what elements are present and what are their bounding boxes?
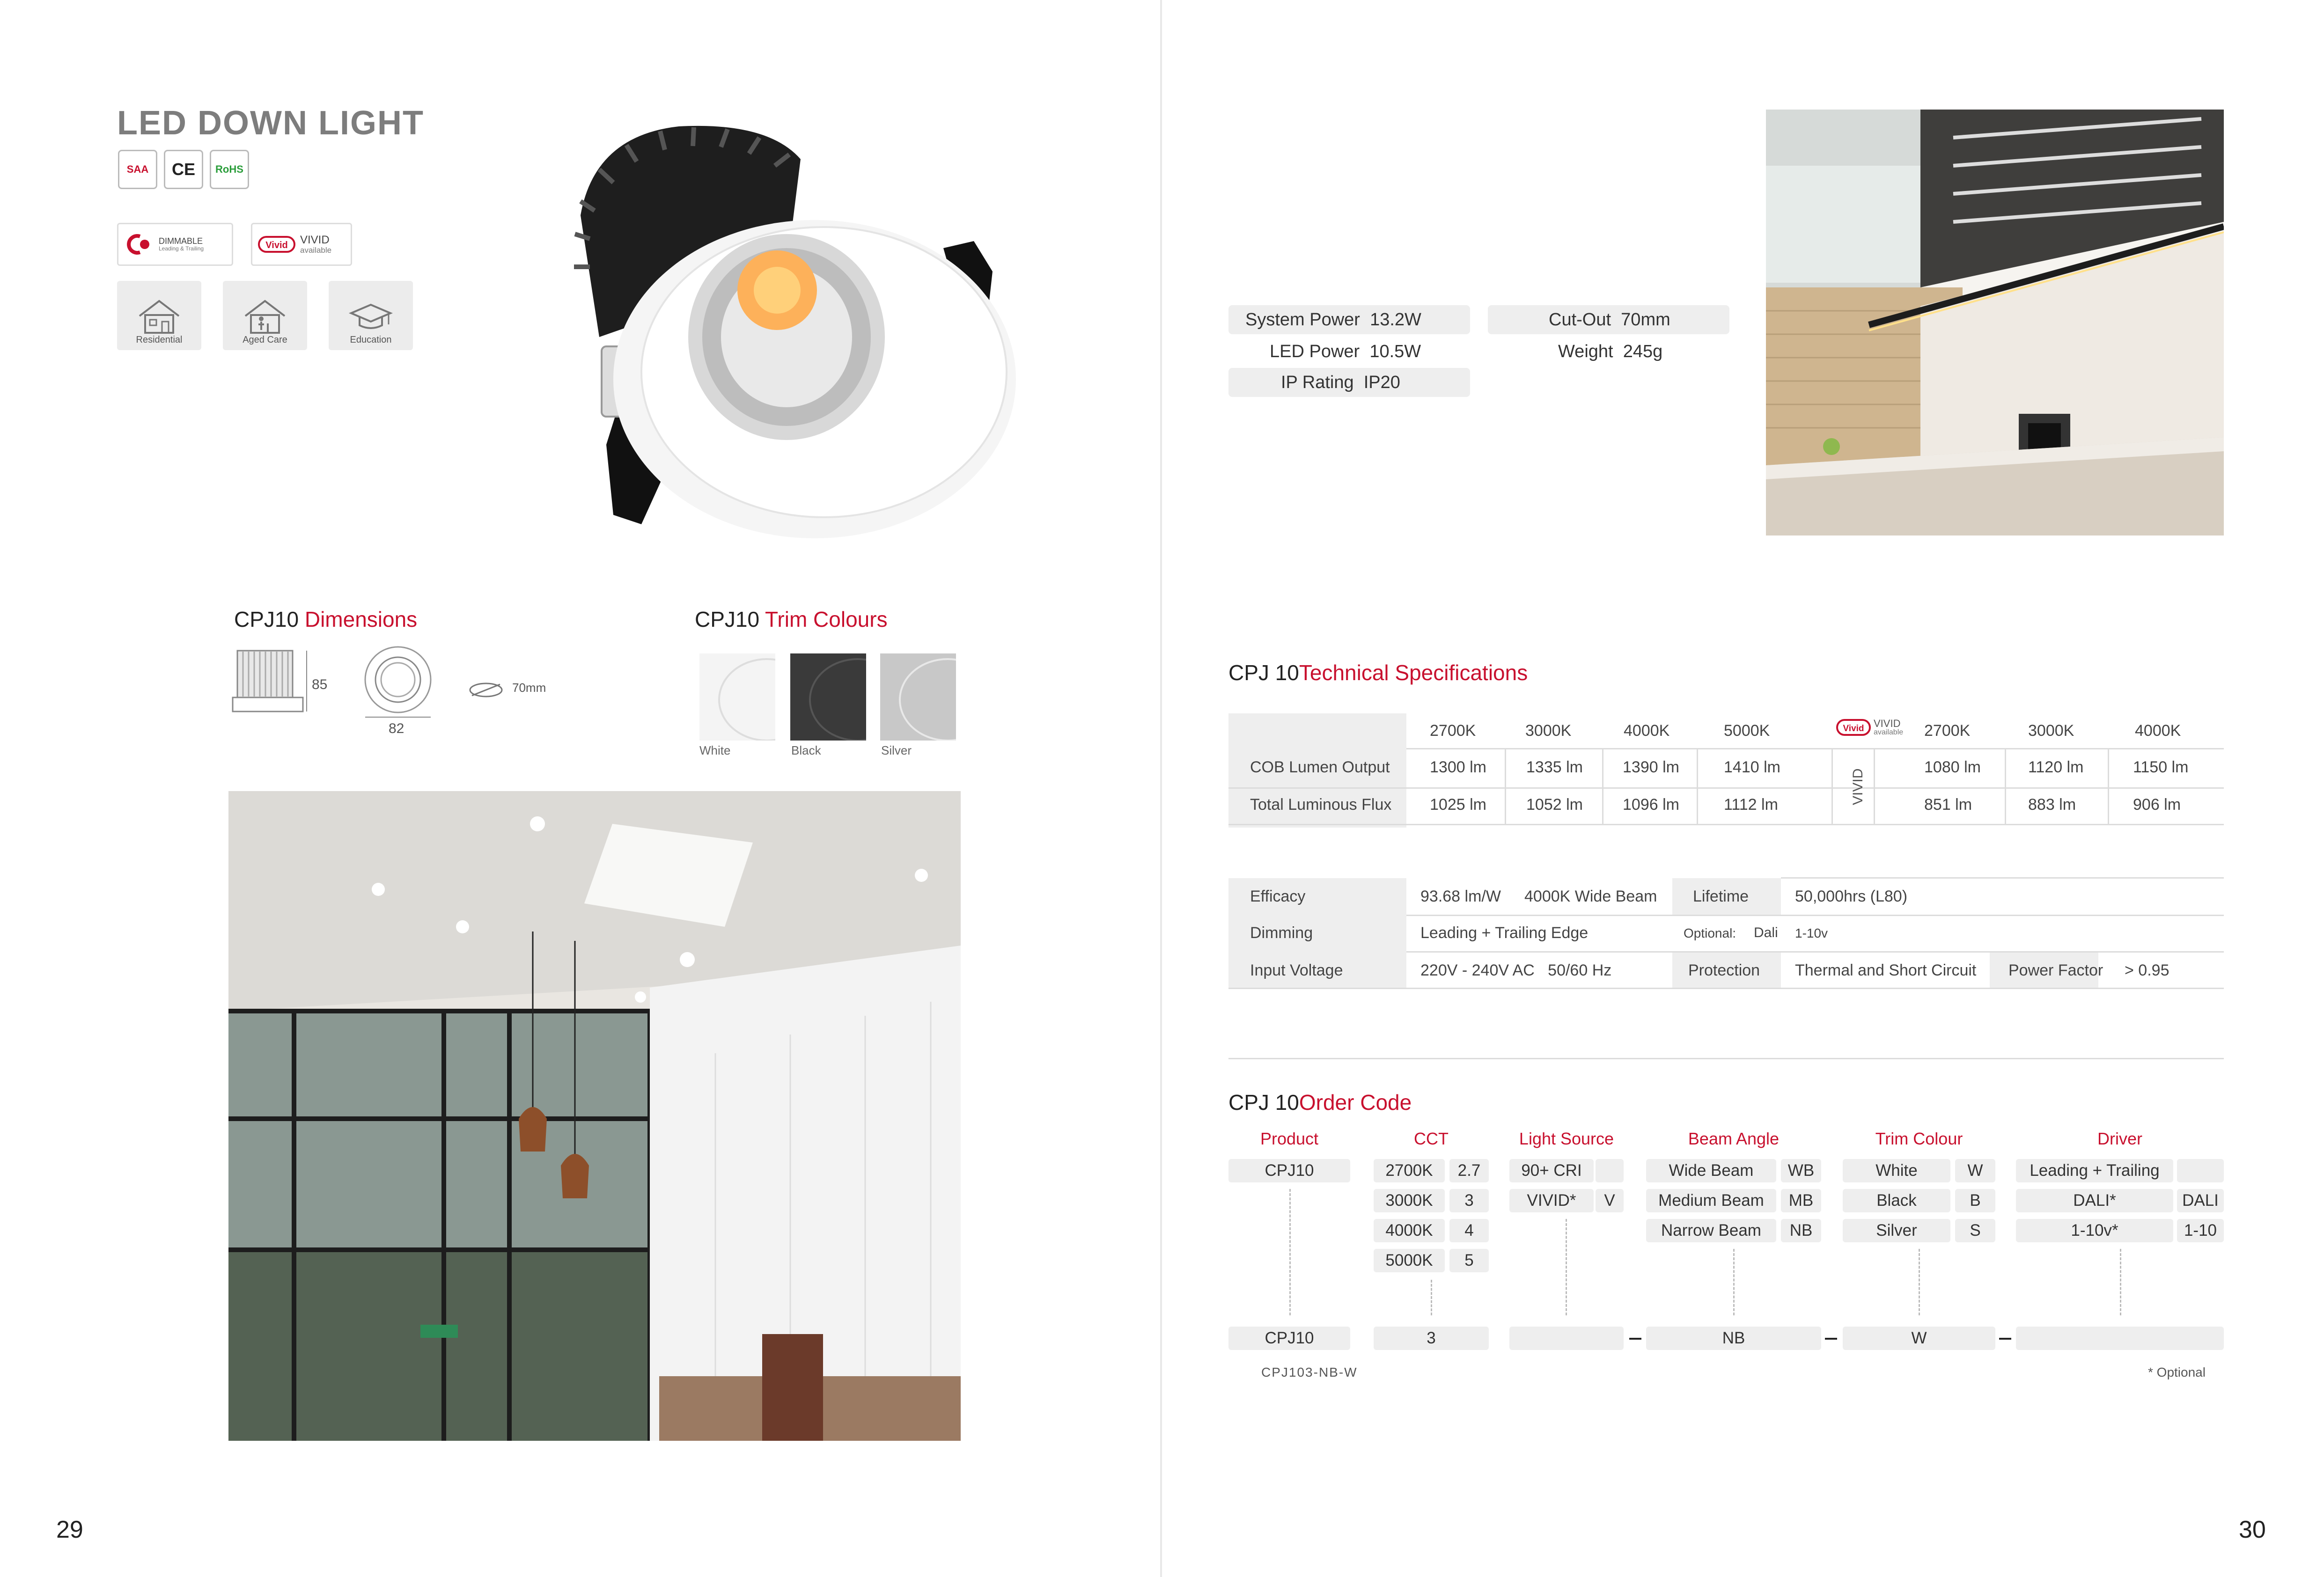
vivid-icon [1836,718,1871,737]
example-product: CPJ10 [1228,1327,1350,1350]
order-cct-5000: 5000K [1374,1249,1445,1272]
application-education [329,281,413,350]
cob-vivid-4000: 1150 lm [2133,758,2189,776]
order-light-vivid-code: V [1596,1189,1624,1212]
vivid-badge-label: VIVID [1874,718,1901,729]
vivid-icon [258,234,295,255]
vivid-badge-header [1836,718,1903,737]
order-header-cct: CCT [1414,1129,1449,1148]
connector-driver [2120,1249,2121,1315]
aged-care-label: Aged Care [243,335,287,345]
cct-header-4000: 4000K [1624,722,1670,740]
trim-label-black: Black [791,743,821,757]
led-power-value: 10.5W [1369,341,1421,361]
vivid-badge [251,223,352,266]
ce-icon: CE [164,150,203,189]
trim-label-white: White [699,743,731,757]
order-trim-black-code: B [1955,1189,1995,1212]
connector-light [1566,1219,1567,1315]
ip-rating-pill: IP Rating IP20 [1228,368,1470,397]
order-cct-3000-code: 3 [1449,1189,1489,1212]
order-beam-wide: Wide Beam [1646,1159,1776,1182]
efficacy-label: Efficacy [1250,888,1306,905]
protection-value: Thermal and Short Circuit [1795,961,1977,979]
education-label: Education [350,335,392,345]
cob-vivid-3000: 1120 lm [2028,758,2084,776]
order-driver-1-10v-code: 1-10 [2177,1219,2224,1242]
vivid-sub: available [300,245,332,255]
svg-text:Vivid: Vivid [1843,724,1864,733]
order-driver-leading: Leading + Trailing [2016,1159,2173,1182]
lifetime-value: 50,000hrs (L80) [1795,888,1908,905]
order-trim-silver-code: S [1955,1219,1995,1242]
application-aged-care [223,281,307,350]
optional-note: * Optional [2148,1365,2206,1379]
right-page [1162,0,2324,1577]
input-voltage-label: Input Voltage [1250,961,1343,979]
order-trim-white-code: W [1955,1159,1995,1182]
flux-vivid-2700: 851 lm [1924,796,1972,814]
dimmable-label: DIMMABLE [159,236,203,246]
example-beam: NB [1646,1327,1821,1350]
height-dimension: 85 [312,677,328,692]
optional-dali: Dali [1754,925,1778,940]
cob-2700: 1300 lm [1430,758,1486,776]
order-driver-leading-code [2177,1159,2224,1182]
order-header-trim: Trim Colour [1875,1129,1963,1148]
protection-label: Protection [1688,961,1760,979]
connector-product [1289,1189,1291,1315]
cutout-icon [468,680,504,700]
vivid-header-2700: 2700K [1924,722,1971,740]
diameter-dimension: 82 [389,721,404,736]
cob-3000: 1335 lm [1526,758,1583,776]
cct-header-2700: 2700K [1430,722,1476,740]
example-separator-2 [1825,1338,1837,1340]
connector-trim [1919,1249,1920,1315]
dimmable-icon [124,233,154,256]
tech-row-line [1228,787,2224,789]
order-beam-wide-code: WB [1781,1159,1821,1182]
tech-bottom-line [1228,824,2224,825]
example-trim: W [1843,1327,1995,1350]
connector-beam [1733,1249,1735,1315]
spec-line-top [1781,877,2224,879]
tech-vline-2 [1602,748,1603,824]
power-factor-label: Power Factor [2008,961,2103,979]
row-label-cob: COB Lumen Output [1250,758,1390,776]
order-cct-2700-code: 2.7 [1449,1159,1489,1182]
order-light-vivid: VIVID* [1509,1189,1594,1212]
spec-line-3 [1228,988,2224,989]
example-code: CPJ103-NB-W [1261,1365,1358,1379]
order-cct-5000-code: 5 [1449,1249,1489,1272]
order-header-product: Product [1260,1129,1319,1148]
page-number-left: 29 [56,1516,83,1543]
flux-5000: 1112 lm [1724,796,1778,814]
cob-vivid-2700: 1080 lm [1924,758,1981,776]
dimmable-sub: Leading & Trailing [159,245,204,252]
vivid-header-4000: 4000K [2135,722,2181,740]
order-header-light-source: Light Source [1519,1129,1614,1148]
order-trim-black: Black [1843,1189,1950,1212]
example-separator-3 [1999,1338,2011,1340]
certification-row [118,150,249,189]
input-voltage-value: 220V - 240V AC 50/60 Hz [1420,961,1612,979]
vivid-vertical-label: VIVID [1850,768,1866,805]
connector-cct [1431,1280,1432,1315]
flux-3000: 1052 lm [1526,796,1583,814]
order-separator [1228,1058,2224,1059]
optional-1-10v: 1-10v [1795,926,1828,940]
dimensions-heading: CPJ10 Dimensions [234,607,418,631]
application-residential [117,281,201,350]
aged-care-icon [242,297,288,335]
ip-rating-value: IP20 [1363,372,1400,392]
kitchen-photo [1766,110,2224,535]
order-cct-3000: 3000K [1374,1189,1445,1212]
order-light-cri: 90+ CRI [1509,1159,1594,1182]
system-power-pill: System Power 13.2W [1228,305,1470,334]
example-separator-1 [1629,1338,1641,1340]
order-trim-white: White [1843,1159,1950,1182]
house-icon [136,297,183,335]
trim-swatch-black [790,653,866,741]
order-driver-dali-code: DALI [2177,1189,2224,1212]
power-factor-value: > 0.95 [2125,961,2170,979]
vivid-label: VIVID [300,234,330,247]
weight-value: 245g [1623,341,1663,361]
order-driver-dali: DALI* [2016,1189,2173,1212]
example-driver [2016,1327,2224,1350]
system-power-value: 13.2W [1370,309,1421,330]
saa-icon: SAA [118,150,157,189]
residential-label: Residential [136,335,183,345]
spec-line-2 [1406,951,2224,953]
tech-vline-4 [1831,748,1833,824]
side-profile-drawing [232,646,311,726]
order-beam-medium: Medium Beam [1646,1189,1776,1212]
left-page [0,0,1160,1577]
svg-text:Vivid: Vivid [265,240,288,250]
tech-vline-3 [1697,748,1698,824]
order-beam-narrow: Narrow Beam [1646,1219,1776,1242]
rohs-icon: RoHS [210,150,249,189]
application-row [117,281,413,350]
order-beam-medium-code: MB [1781,1189,1821,1212]
efficacy-value: 93.68 lm/W [1420,888,1501,905]
spec-line-1 [1406,915,2224,916]
interior-photo [228,791,961,1441]
cutout-pill: Cut-Out 70mm [1488,305,1729,334]
page-number-right: 30 [2239,1516,2266,1543]
order-cct-2700: 2700K [1374,1159,1445,1182]
order-cct-4000-code: 4 [1449,1219,1489,1242]
dimmable-badge [117,223,233,266]
weight-row: Weight 245g [1558,341,1663,361]
trim-colours-heading: CPJ10 Trim Colours [695,607,888,631]
order-cct-4000: 4000K [1374,1219,1445,1242]
trim-swatch-silver [880,653,956,741]
order-light-cri-code [1596,1159,1624,1182]
trim-swatch-white [699,653,775,741]
order-trim-silver: Silver [1843,1219,1950,1242]
cutout-dimension: 70mm [512,681,546,695]
cct-header-5000: 5000K [1724,722,1770,740]
cob-5000: 1410 lm [1724,758,1780,776]
order-driver-1-10v: 1-10v* [2016,1219,2173,1242]
cob-4000: 1390 lm [1623,758,1679,776]
tech-vline-1 [1505,748,1506,824]
flux-vivid-3000: 883 lm [2028,796,2076,814]
order-code-heading: CPJ 10Order Code [1228,1090,1412,1115]
flux-4000: 1096 lm [1623,796,1679,814]
example-cct: 3 [1374,1327,1489,1350]
tech-vline-7 [2108,748,2109,824]
graduation-cap-icon [347,297,394,335]
tech-vline-6 [2005,748,2006,824]
order-product: CPJ10 [1228,1159,1350,1182]
row-label-flux: Total Luminous Flux [1250,796,1392,814]
example-light [1509,1327,1624,1350]
order-header-driver: Driver [2097,1129,2142,1148]
tech-header-line [1406,748,2224,749]
lifetime-label: Lifetime [1693,888,1749,905]
tech-vline-5 [1874,748,1875,824]
dimming-value: Leading + Trailing Edge [1420,924,1589,942]
vivid-header-3000: 3000K [2028,722,2074,740]
flux-vivid-4000: 906 lm [2133,796,2181,814]
front-profile-drawing [360,646,435,721]
efficacy-note: 4000K Wide Beam [1524,888,1657,905]
order-header-beam: Beam Angle [1688,1129,1780,1148]
order-beam-narrow-code: NB [1781,1219,1821,1242]
cutout-value: 70mm [1621,309,1670,330]
dimming-label: Dimming [1250,924,1313,942]
cct-header-3000: 3000K [1525,722,1572,740]
tech-spec-heading: CPJ 10Technical Specifications [1228,660,1528,685]
vivid-badge-sub: available [1874,728,1904,736]
product-photo [524,117,1016,538]
trim-label-silver: Silver [881,743,912,757]
led-power-row: LED Power 10.5W [1270,341,1421,361]
flux-2700: 1025 lm [1430,796,1486,814]
product-title: LED DOWN LIGHT [117,104,424,142]
feature-row [117,223,352,266]
optional-label: Optional: [1684,926,1736,940]
